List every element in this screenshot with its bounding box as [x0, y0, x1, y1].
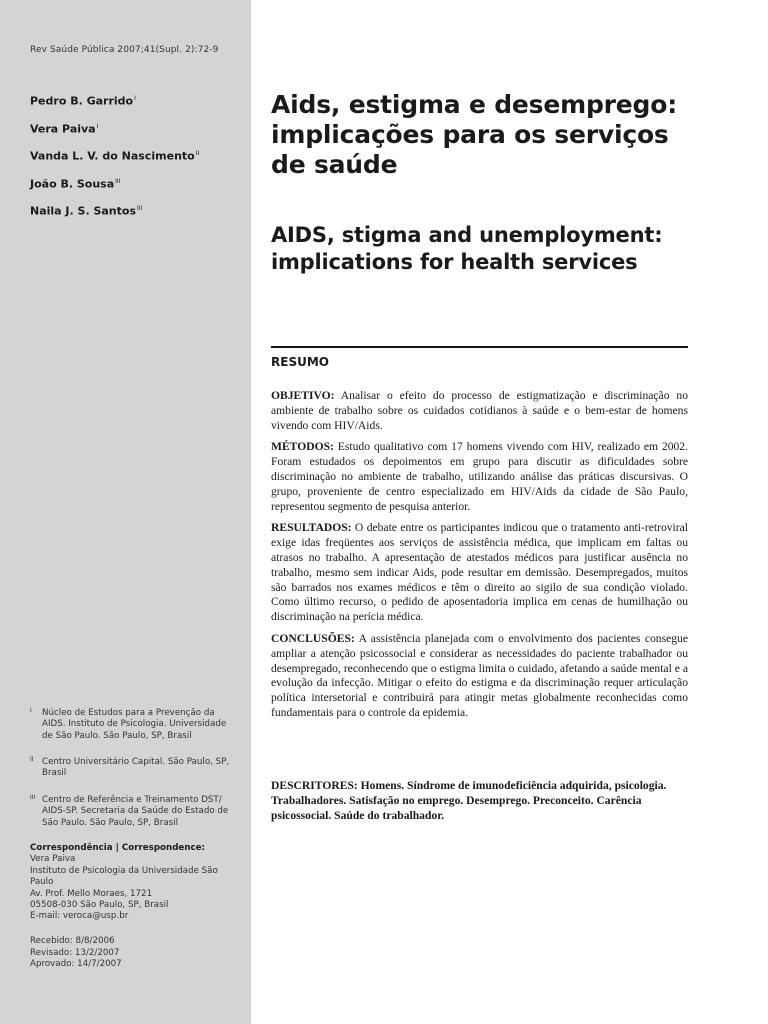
affiliation-mark: I [30, 707, 32, 714]
author-name: Naila J. S. Santos [30, 204, 136, 218]
section-divider [271, 346, 688, 348]
correspondence-line: Av. Prof. Mello Moraes, 1721 [30, 888, 153, 899]
affiliation [30, 708, 235, 742]
affiliation-text: Centro Universitário Capital. São Paulo, SP, Brasil [42, 757, 230, 779]
abstract-results [271, 521, 688, 625]
affiliation-mark: III [30, 794, 36, 801]
affiliation-text: Centro de Referência e Treinamento DST/ AIDS-SP. Secretaria da Saúde do Estado de São Paulo. São Paulo, SP, Brasil [42, 795, 229, 828]
correspondence-line: Instituto de Psicologia da Universidade São Paulo [30, 865, 218, 888]
abstract-conclusions [271, 632, 688, 721]
title-portuguese: Aids, estigma e desemprego: implicações para os serviços de saúde [271, 90, 678, 179]
author-name: João B. Sousa [30, 177, 115, 191]
date-revised: Revisado: 13/2/2007 [30, 947, 120, 958]
abstract-heading: RESUMO [271, 355, 329, 369]
correspondence-line: 05508-030 São Paulo, SP, Brasil [30, 900, 169, 911]
author [30, 175, 199, 203]
affiliation [30, 757, 235, 780]
keywords: DESCRITORES: Homens. Síndrome de imunodeficiência adquirida, psicologia. Trabalhadores. Satisfação no emprego. Desemprego. Preconceito. Carência psicossocial. Saúde do trabalhador. [271, 779, 667, 822]
abstract-label: OBJETIVO: [271, 389, 335, 402]
author-affiliation-mark: I [96, 122, 99, 130]
author [30, 147, 199, 175]
correspondence-email[interactable]: E-mail: veroca@usp.br [30, 911, 129, 922]
title-english: AIDS, stigma and unemployment: implications for health services [271, 223, 663, 274]
affiliation-text: Núcleo de Estudos para a Prevenção da AIDS. Instituto de Psicologia. Universidade de São Paulo. São Paulo, SP, Brasil [42, 708, 227, 741]
correspondence-heading: Correspondência | Correspondence: [30, 843, 206, 853]
abstract-text: O debate entre os participantes indicou que o tratamento anti-retroviral exige idas freqüentes aos serviços de assistência médica, que implicam em faltas ou atrasos no trabalho. A apresentação de atestados médicos para justificar ausência no trabalho, mesmo sem indicar Aids, pode resultar em demissão. Desempregados, muitos são barrados nos exames médicos e têm o direito ao sigilo de sua condição violado. Como último recurso, o pedido de aposentadoria implica em cenas de humilhação ou discriminação na perícia médica. [271, 521, 688, 624]
author [30, 202, 199, 230]
author [30, 120, 199, 148]
correspondence [30, 843, 235, 923]
abstract-methods [271, 440, 688, 514]
abstract-label: CONCLUSÕES: [271, 631, 355, 645]
author-affiliation-mark: II [195, 150, 200, 157]
author [30, 92, 199, 120]
author-list [30, 92, 199, 230]
abstract-objective [271, 389, 688, 433]
abstract-text: Estudo qualitativo com 17 homens vivendo com HIV, realizado em 2002. Foram estudados os depoimentos em grupo para discutir as dificuldades sobre discriminação no ambiente de trabalho, utilizando análise das práticas discursivas. O grupo, proveniente de centro especializado em HIV/Aids da cidade de São Paulo, representou segmento de pesquisa anterior. [271, 440, 688, 513]
author-affiliation-mark: I [134, 95, 136, 102]
date-received: Recebido: 8/8/2006 [30, 936, 115, 946]
abstract-label: MÉTODOS: [271, 440, 334, 454]
abstract-label: RESULTADOS: [271, 521, 352, 535]
author-name: Vanda L. V. do Nascimento [30, 149, 195, 163]
correspondence-line: Vera Paiva [30, 854, 76, 865]
abstract-text: A assistência planejada com o envolvimento dos pacientes consegue ampliar a atenção psicossocial e considerar as necessidades do paciente trabalhador ou desempregado, reconhecendo que o estigma limita o cuidado, afetando a saúde mental e a evolução da infecção. Mitigar o efeito do estigma e da discriminação requer articulação política intersetorial e contribuirá para atingir metas globalmente reconhecidas como fundamentais para o controle da epidemia. [271, 631, 688, 719]
journal-reference: Rev Saúde Pública 2007;41(Supl. 2):72-9 [30, 45, 219, 55]
author-affiliation-mark: III [137, 205, 143, 212]
abstract-text: Analisar o efeito do processo de estigmatização e discriminação no ambiente de trabalho sobre os cuidados cotidianos à saúde e o bem-estar de homens vivendo com HIV/Aids. [271, 389, 688, 432]
affiliation [30, 795, 235, 829]
left-sidebar [0, 0, 251, 1024]
affiliation-mark: II [30, 756, 34, 763]
abstract-body [271, 389, 688, 728]
date-approved: Aprovado: 14/7/2007 [30, 959, 122, 970]
author-name: Vera Paiva [30, 122, 96, 136]
author-affiliation-mark: III [115, 177, 121, 185]
article-dates [30, 936, 235, 971]
author-name: Pedro B. Garrido [30, 94, 134, 108]
